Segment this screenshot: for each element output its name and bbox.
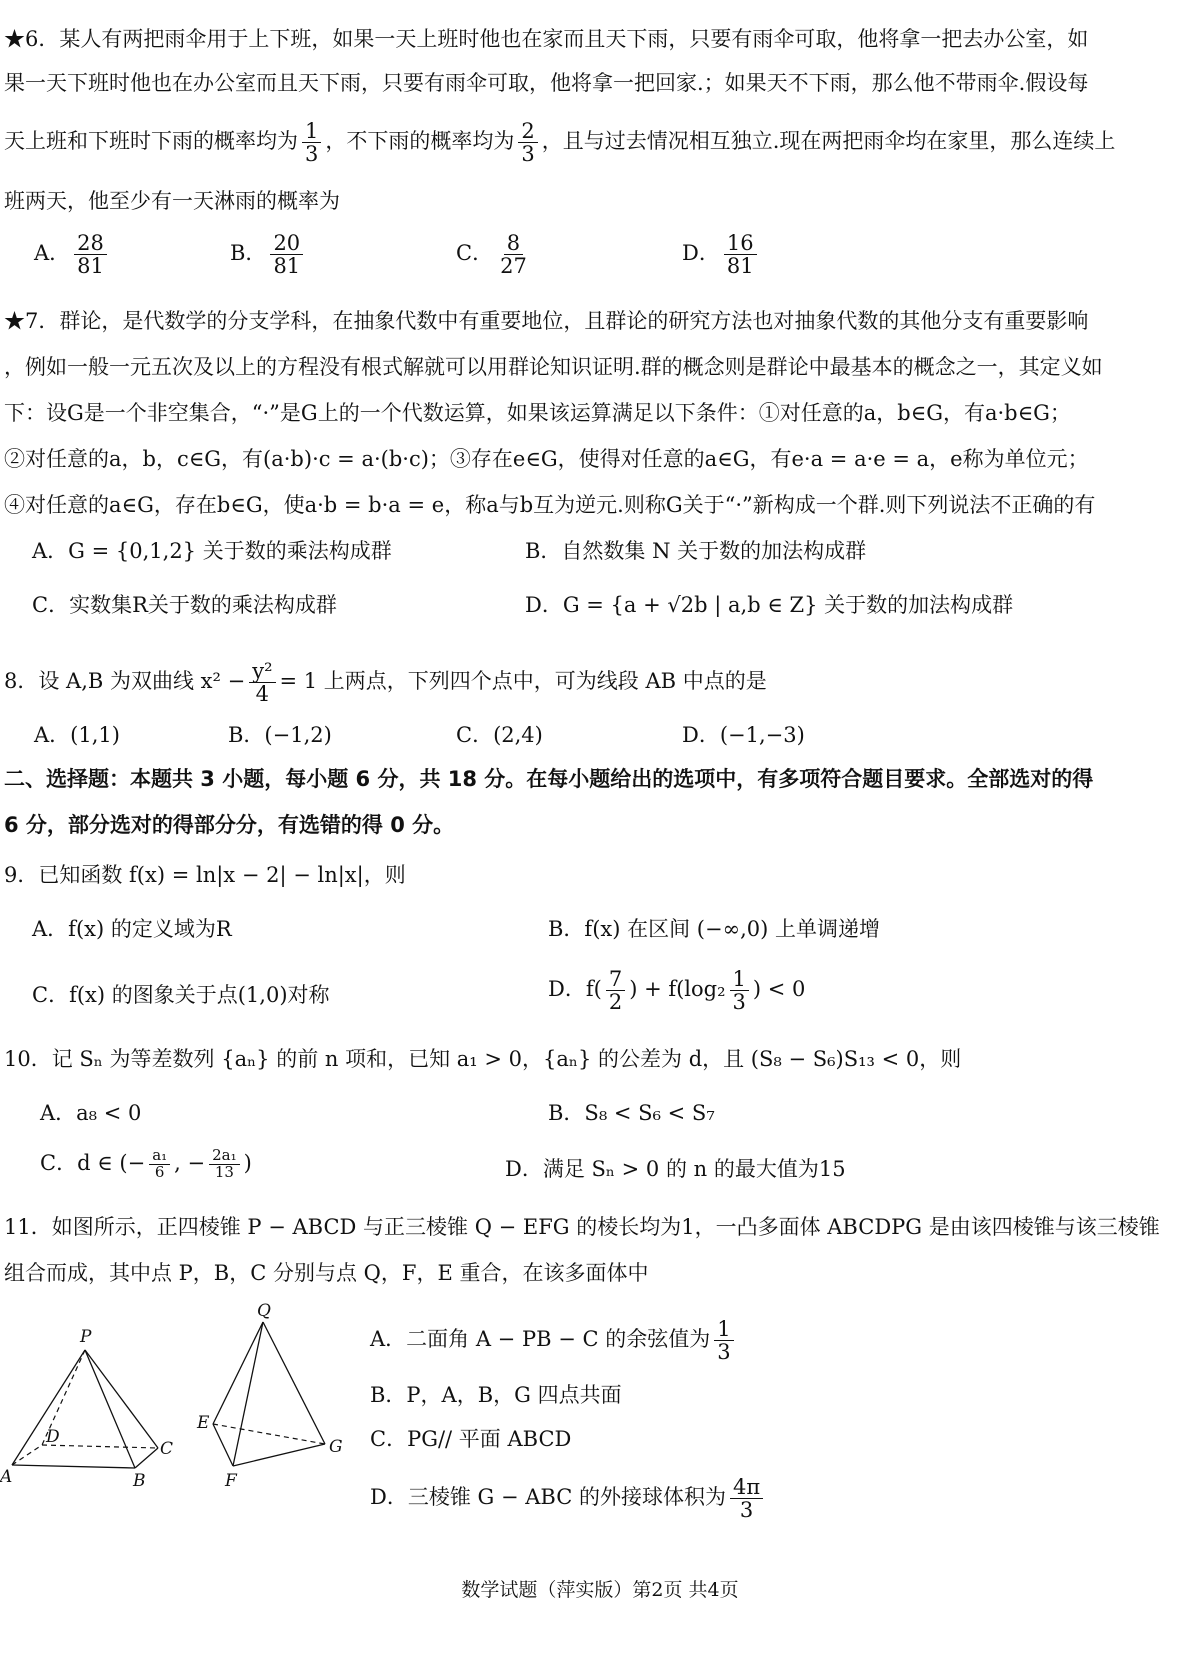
q7-line3: 下：设G是一个非空集合，“·”是G上的一个代数运算，如果该运算满足以下条件：①对任意的a，b∈G，有a·b∈G； <box>4 401 1071 425</box>
q6-option-d[interactable] <box>682 232 761 277</box>
q6-option-b-label: B． <box>230 241 267 266</box>
q10-option-c-c: ) <box>243 1151 252 1175</box>
edge-pc <box>85 1350 158 1448</box>
q8-option-c[interactable]: C．(2,4) <box>456 723 543 747</box>
q6-option-a-fraction <box>74 232 107 277</box>
q6-option-a-num: 28 <box>74 232 107 255</box>
q6-fraction-2 <box>518 120 537 165</box>
q9-option-b[interactable]: B．f(x) 在区间 (−∞,0) 上单调递增 <box>548 917 880 941</box>
q6-line3-b: ，不下雨的概率均为 <box>325 129 515 154</box>
q6-line3-a: 天上班和下班时下雨的概率均为 <box>4 129 298 154</box>
q6-option-a[interactable] <box>34 232 111 277</box>
q8-option-b[interactable]: B．(−1,2) <box>228 723 332 747</box>
q10-optc-den2: 13 <box>214 1163 234 1181</box>
q8-stem-a: 8．设 A,B 为双曲线 x² − <box>4 669 246 694</box>
q11-opta-den: 3 <box>717 1340 731 1365</box>
edge-ef <box>213 1424 233 1466</box>
q10-optc-num2: 2a₁ <box>209 1148 240 1165</box>
q11-optd-num: 4π <box>730 1476 763 1499</box>
q11-line2: 组合而成，其中点 P，B，C 分别与点 Q，F，E 重合，在该多面体中 <box>4 1261 649 1285</box>
section2-line1: 二、选择题：本题共 3 小题，每小题 6 分，共 18 分。在每小题给出的选项中，有多项符合题目要求。全部选对的得 <box>4 767 1094 791</box>
q9-option-d[interactable]: D．f( $\frac{7}{2}$ ) + f(log₂ $\frac{1}{3}$ ) < 0 <box>548 967 806 1015</box>
q7-line2: ，例如一般一元五次及以上的方程没有根式解就可以用群论知识证明.群的概念则是群论中最基本的概念之一，其定义如 <box>4 355 1103 379</box>
q8-option-d[interactable]: D．(−1,−3) <box>682 723 805 747</box>
q6-option-b[interactable] <box>230 232 307 277</box>
q6-option-d-label: D． <box>682 241 720 266</box>
q9-optd-num1: 7 <box>606 968 625 991</box>
q8-fraction <box>249 660 275 705</box>
edge-qf <box>233 1322 263 1466</box>
q10-optc-num1: a₁ <box>149 1148 170 1165</box>
q10-option-c-a: C．d ∈ (− <box>40 1151 146 1175</box>
q6-option-c-fraction <box>497 232 530 277</box>
edge-ab <box>12 1465 135 1468</box>
q6-frac2-den: 3 <box>521 142 535 167</box>
q9-option-a[interactable]: A．f(x) 的定义域为R <box>32 917 232 941</box>
q9-optd-den2: 3 <box>732 990 746 1015</box>
q6-option-d-den: 81 <box>726 254 754 279</box>
q9-option-d-fraction-1 <box>606 968 625 1013</box>
q6-option-b-num: 20 <box>270 232 303 255</box>
q9-stem: 9．已知函数 f(x) = ln|x − 2| − ln|x|，则 <box>4 863 406 887</box>
q11-option-a[interactable] <box>370 1318 738 1363</box>
q10-option-c-fraction-2 <box>209 1148 240 1181</box>
q6-option-d-fraction <box>724 232 757 277</box>
q9-optd-den1: 2 <box>608 990 623 1015</box>
q11-optd-den: 3 <box>739 1498 754 1523</box>
q7-option-c[interactable]: C．实数集R关于数的乘法构成群 <box>32 593 337 617</box>
q11-option-a-fraction <box>714 1318 733 1363</box>
q6-option-a-label: A． <box>34 241 71 266</box>
q7-option-d[interactable]: D．G = {a + √2b | a,b ∈ Z} 关于数的加法构成群 <box>525 593 1014 617</box>
q10-stem: 10．记 Sₙ 为等差数列 {aₙ} 的前 n 项和，已知 a₁ > 0，{aₙ} 的公差为 d，且 (S₈ − S₆)S₁₃ < 0，则 <box>4 1047 962 1071</box>
q11-option-a-text: A．二面角 A − PB − C 的余弦值为 <box>370 1327 711 1352</box>
q11-option-b[interactable]: B．P，A，B，G 四点共面 <box>370 1383 622 1407</box>
q6-option-c-label: C． <box>456 241 494 266</box>
q6-option-c[interactable] <box>456 232 534 277</box>
q6-line1: ★6．某人有两把雨伞用于上下班，如果一天上班时他也在家而且天下雨，只要有雨伞可取，他将拿一把去办公室，如 <box>4 27 1089 51</box>
q7-line5: ④对任意的a∈G，存在b∈G，使a·b = b·a = e，称a与b互为逆元.则称G关于“·”新构成一个群.则下列说法不正确的有 <box>4 493 1096 517</box>
q11-line1: 11．如图所示，正四棱锥 P − ABCD 与正三棱锥 Q − EFG 的棱长均为1，一凸多面体 ABCDPG 是由该四棱锥与该三棱锥 <box>4 1215 1160 1239</box>
q10-option-c[interactable] <box>40 1148 252 1181</box>
q6-option-a-den: 81 <box>77 254 104 279</box>
q11-option-d-text: D．三棱锥 G − ABC 的外接球体积为 <box>370 1485 726 1510</box>
edge-ad <box>12 1445 42 1465</box>
q10-option-a[interactable]: A．a₈ < 0 <box>40 1101 142 1125</box>
edge-bc <box>135 1448 158 1468</box>
q9-option-d-b: + f(log₂ <box>644 977 726 1002</box>
q8-frac-den: 4 <box>255 682 270 707</box>
figure-square-pyramid <box>0 1320 185 1500</box>
q10-option-d[interactable]: D．满足 Sₙ > 0 的 n 的最大值为15 <box>505 1157 846 1181</box>
label-f: F <box>225 1471 237 1491</box>
q6-frac2-num: 2 <box>518 120 537 143</box>
q10-optc-den1: 6 <box>154 1163 165 1181</box>
label-b: B <box>133 1471 146 1491</box>
label-e: E <box>197 1413 210 1433</box>
q11-option-d[interactable] <box>370 1476 767 1521</box>
q11-option-d-fraction <box>730 1476 763 1521</box>
q7-option-a[interactable]: A．G = {0,1,2} 关于数的乘法构成群 <box>32 539 392 563</box>
q6-line2: 果一天下班时他也在办公室而且天下雨，只要有雨伞可取，他将拿一把回家.；如果天不下雨，那么他不带雨伞.假设每 <box>4 71 1089 95</box>
q8-stem-b: = 1 上两点，下列四个点中，可为线段 AB 中点的是 <box>279 669 767 694</box>
label-p: P <box>80 1327 92 1347</box>
q9-option-c[interactable]: C．f(x) 的图象关于点(1,0)对称 <box>32 983 330 1007</box>
q6-option-d-num: 16 <box>724 232 757 255</box>
label-a: A <box>0 1467 13 1487</box>
page-footer: 数学试题（萍实版）第2页 共4页 <box>461 1579 739 1601</box>
edge-eg <box>213 1424 325 1444</box>
q7-line1: ★7．群论，是代数学的分支学科，在抽象代数中有重要地位，且群论的研究方法也对抽象代数的其他分支有重要影响 <box>4 309 1089 333</box>
edge-qe <box>213 1322 263 1424</box>
q8-frac-num: y² <box>249 660 275 683</box>
q6-fraction-1 <box>302 120 321 165</box>
figure-triangular-pyramid <box>195 1300 355 1500</box>
q6-line4: 班两天，他至少有一天淋雨的概率为 <box>4 189 340 213</box>
q6-option-c-num: 8 <box>504 232 523 255</box>
q10-option-c-fraction-1 <box>149 1148 170 1181</box>
q6-frac1-num: 1 <box>302 120 321 143</box>
q6-line3-c: ，且与过去情况相互独立.现在两把雨伞均在家里，那么连续上 <box>541 129 1116 154</box>
q9-optd-num2: 1 <box>730 968 749 991</box>
edge-fg <box>233 1444 325 1466</box>
q11-opta-num: 1 <box>714 1318 733 1341</box>
edge-qg <box>263 1322 325 1444</box>
q6-line3 <box>4 120 1115 165</box>
q6-option-b-den: 81 <box>273 254 301 279</box>
q9-option-d-fraction-2 <box>730 968 749 1013</box>
label-g: G <box>329 1437 343 1457</box>
label-d: D <box>46 1427 60 1447</box>
q6-option-b-fraction <box>270 232 303 277</box>
q8-stem <box>4 660 767 705</box>
q10-option-c-b: , − <box>174 1151 206 1175</box>
section2-line2: 6 分，部分选对的得部分分，有选错的得 0 分。 <box>4 813 455 837</box>
q7-line4: ②对任意的a，b，c∈G，有(a·b)·c = a·(b·c)；③存在e∈G，使得对任意的a∈G，有e·a = a·e = a，e称为单位元； <box>4 447 1089 471</box>
q9-option-d-a: D．f <box>548 977 594 1002</box>
q11-option-c[interactable]: C．PG// 平面 ABCD <box>370 1427 572 1451</box>
q8-option-a[interactable]: A．(1,1) <box>34 723 120 747</box>
edge-pb <box>85 1350 135 1468</box>
label-c: C <box>160 1439 174 1459</box>
q7-option-b[interactable]: B．自然数集 N 关于数的加法构成群 <box>525 539 867 563</box>
edge-pa <box>12 1350 85 1465</box>
q6-frac1-den: 3 <box>305 142 319 167</box>
q9-option-d-c: ) < 0 <box>752 977 806 1002</box>
q6-option-c-den: 27 <box>500 254 527 279</box>
q10-option-b[interactable]: B．S₈ < S₆ < S₇ <box>548 1101 715 1125</box>
label-q: Q <box>257 1301 271 1321</box>
